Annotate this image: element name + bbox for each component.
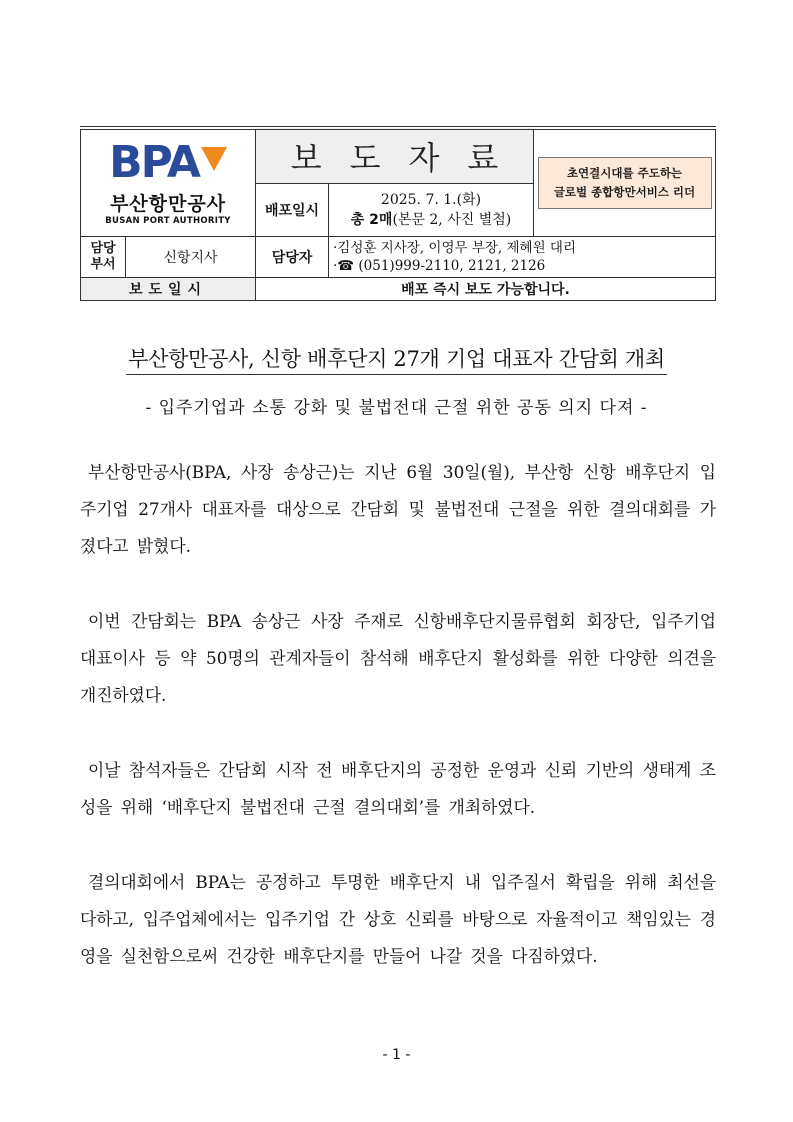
article-paragraph: 부산항만공사(BPA, 사장 송상근)는 지난 6월 30일(월), 부산항 신항 배후단지 입주기업 27개사 대표자를 대상으로 간담회 및 불법전대 근절을 위한 결의대회를 가졌다고 밝혔다.	[80, 462, 716, 556]
article-subheadline: - 입주기업과 소통 강화 및 불법전대 근절 위한 공동 의지 다져 -	[145, 398, 648, 418]
article-paragraph: 결의대회에서 BPA는 공정하고 투명한 배후단지 내 입주질서 확립을 위해 최선을 다하고, 입주업체에서는 입주기업 간 상호 신뢰를 바탕으로 자율적이고 책임있는 경영을 실천함으로써 건강한 배후단지를 만들어 나갈 것을 다짐하였다.	[80, 872, 716, 966]
title-cell	[256, 128, 534, 183]
page-count-detail: (본문 2, 사진 별첨)	[392, 211, 512, 228]
contact-label: 담당자	[256, 237, 329, 278]
distribution-info	[329, 183, 534, 237]
department-value: 신항지사	[126, 237, 256, 278]
department-label: 담당 부서	[81, 237, 126, 278]
article-body	[80, 454, 716, 1013]
distribution-date: 2025. 7. 1.(화)	[380, 191, 482, 208]
document-title: 보도자료	[290, 139, 527, 178]
bpa-logo	[81, 136, 255, 226]
logo-cell	[81, 128, 256, 237]
distribution-label: 배포일시	[256, 183, 329, 237]
page-number: - 1 -	[382, 1047, 411, 1063]
page-count	[329, 210, 533, 230]
slogan-line-1: 초연결시대를 주도하는	[566, 166, 683, 180]
slogan-cell	[534, 128, 716, 237]
release-time-value: 배포 즉시 보도 가능합니다.	[256, 278, 716, 301]
release-time-label: 보도일시	[81, 278, 256, 301]
logo-english-name: BUSAN PORT AUTHORITY	[105, 215, 231, 226]
slogan-box	[538, 157, 712, 209]
slogan-line-2: 글로벌 종합항만서비스 리더	[553, 185, 696, 199]
contact-names: ·김성훈 지사장, 이영무 부장, 제혜원 대리	[333, 240, 576, 256]
bpa-triangle-icon	[201, 147, 227, 171]
article-headline: 부산항만공사, 신항 배후단지 27개 기업 대표자 간담회 개최	[0, 343, 793, 373]
press-release-header	[80, 126, 716, 301]
article-paragraph: 이날 참석자들은 간담회 시작 전 배후단지의 공정한 운영과 신뢰 기반의 생태계 조성을 위해 ‘배후단지 불법전대 근절 결의대회’를 개최하였다.	[80, 760, 716, 817]
page-count-total: 총 2매	[350, 211, 393, 228]
contact-info	[329, 237, 716, 278]
logo-korean-name: 부산항만공사	[109, 192, 227, 215]
article-paragraph: 이번 간담회는 BPA 송상근 사장 주재로 신항배후단지물류협회 회장단, 입주기업 대표이사 등 약 50명의 관계자들이 참석해 배후단지 활성화를 위한 다양한 의견을 개진하였다.	[80, 611, 716, 705]
bpa-logo-mark: BPA	[109, 136, 199, 188]
contact-phone: ·☎ (051)999-2110, 2121, 2126	[333, 258, 546, 274]
